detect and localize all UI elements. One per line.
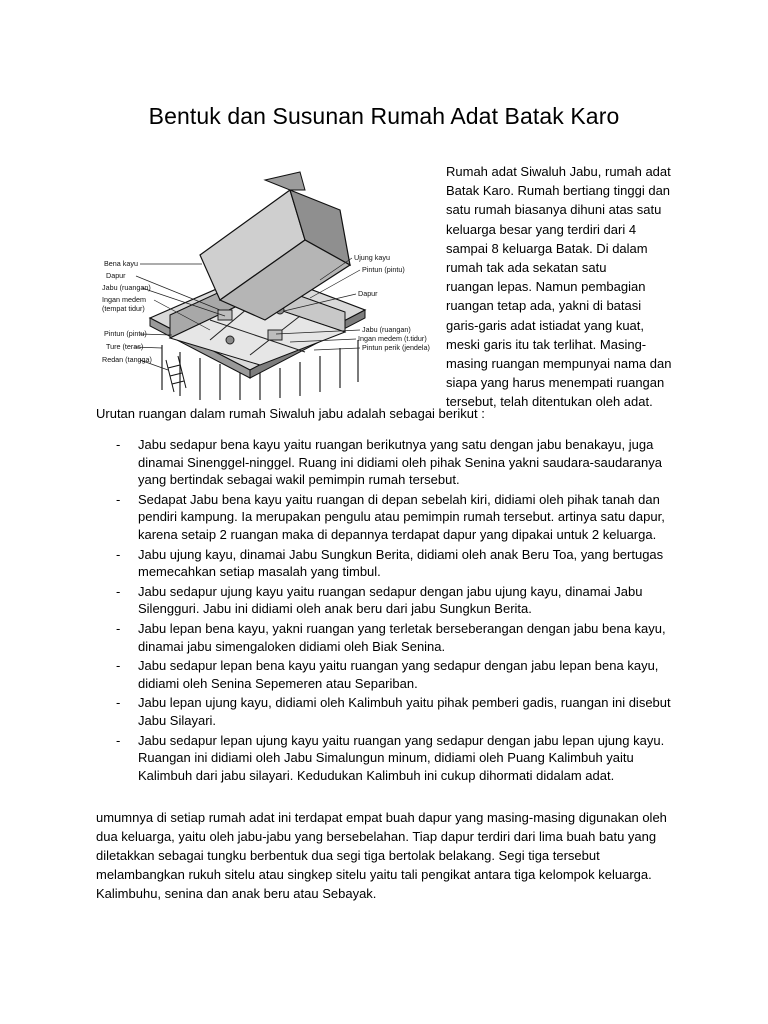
list-item-line: pendiri kampung. Ia merupakan pengulu atau pemimpin rumah tersebut. artinya satu dapur, <box>138 509 665 525</box>
list-item-line: Jabu Silayari. <box>138 712 217 728</box>
list-item-line: didiami oleh Senina Sepemeren atau Separiban. <box>138 675 418 691</box>
intro-line: meski garis itu tak terlihat. Masing- <box>446 336 647 352</box>
diagram-label-ingan-medem-left: Ingan medem <box>102 295 146 304</box>
diagram-label-redan: Redan (tangga) <box>102 355 152 364</box>
intro-line: tersebut, telah ditentukan oleh adat. <box>446 394 653 410</box>
list-bullet: - <box>116 658 121 674</box>
intro-line: Batak Karo. Rumah bertiang tinggi dan <box>446 183 671 199</box>
closing-line: melambangkan rukuh sitelu atau singkep sitelu yaitu tali pengikat antara tiga kelompok keluarga. <box>96 867 652 882</box>
list-item-line: Jabu sedapur bena kayu yaitu ruangan berikutnya yang satu dengan jabu benakayu, juga <box>138 437 654 452</box>
intro-paragraph <box>446 162 696 412</box>
diagram-label-ingan-medem-right: Ingan medem (t.tidur) <box>358 334 427 343</box>
list-item-line: Jabu lepan bena kayu, yakni ruangan yang terletak berseberangan dengan jabu bena kayu, <box>138 620 666 636</box>
intro-line: ruangan lepas. Namun pembagian <box>446 279 646 295</box>
list-item-line: Jabu ujung kayu, dinamai Jabu Sungkun Berita, didiami oleh anak Beru Toa, yang bertugas <box>138 546 664 562</box>
diagram-label-bena-kayu: Bena kayu <box>104 259 138 268</box>
list-item-line: Jabu sedapur lepan ujung kayu yaitu ruangan yang sedapur dengan jabu lepan ujung kayu. <box>138 732 665 748</box>
list-item-line: dinamai Sinenggel-ninggel. Ruang ini didiami oleh pihak Senina yakni saudara-saudaranya <box>138 454 662 470</box>
diagram-label-dapur-right: Dapur <box>358 289 378 298</box>
list-item-line: Silengguri. Jabu ini didiami oleh anak beru dari jabu Sungkun Berita. <box>138 601 532 617</box>
list-item-line: Kalimbuh dari jabu silayari. Kedudukan Kalimbuh ini cukup dihormati didalam adat. <box>138 767 615 783</box>
room-order-list <box>96 436 696 786</box>
diagram-label-jabu-right: Jabu (ruangan) <box>362 325 411 334</box>
diagram-label-ture: Ture (teras) <box>106 342 144 351</box>
intro-line: rumah tak ada sekatan satu <box>446 260 607 276</box>
list-item-line: Jabu sedapur ujung kayu yaitu ruangan sedapur dengan jabu ujung kayu, dinamai Jabu <box>138 583 643 599</box>
intro-line: keluarga besar yang terdiri dari 4 <box>446 221 637 237</box>
intro-line: satu rumah biasanya dihuni atas satu <box>446 202 662 218</box>
list-item-line: Sedapat Jabu bena kayu yaitu ruangan di depan sebelah kiri, didiami oleh pihak tanah dan <box>138 491 660 507</box>
list-item-line: karena setaip 2 ruangan maka di depannya terdapat dapur yang dipakai untuk 2 keluarga. <box>138 526 657 542</box>
closing-line: umumnya di setiap rumah adat ini terdapat empat buah dapur yang masing-masing digunakan oleh <box>96 810 667 825</box>
intro-line: siapa yang harus menempati ruangan <box>446 375 665 391</box>
diagram-label-pintun-right: Pintun (pintu) <box>362 265 405 274</box>
closing-paragraph <box>96 808 696 903</box>
list-item-line: Jabu sedapur lepan bena kayu yaitu ruangan yang sedapur dengan jabu lepan bena kayu, <box>138 658 659 674</box>
list-item <box>96 694 696 729</box>
diagram-label-ujung-kayu: Ujung kayu <box>354 253 390 262</box>
list-item-line: yang bertindak sebagai wakil pemimpin rumah tersebut. <box>138 472 460 488</box>
list-item <box>96 436 696 489</box>
list-item-line: Jabu lepan ujung kayu, didiami oleh Kalimbuh yaitu pihak pemberi gadis, ruangan ini disebut <box>138 695 671 711</box>
intro-line: garis-garis adat istiadat yang kuat, <box>446 317 644 333</box>
list-item <box>96 491 696 544</box>
intro-line: ruangan tetap ada, yakni di batasi <box>446 298 642 314</box>
closing-line: diletakkan sebagai tungku berbentuk dua segi tiga bertolak belakang. Segi tiga tersebut <box>96 848 600 863</box>
intro-line: Rumah adat Siwaluh Jabu, rumah adat <box>446 164 671 179</box>
closing-line: dua keluarga, yaitu oleh jabu-jabu yang bersebelahan. Tiap dapur terdiri dari lima buah batu yang <box>96 829 657 844</box>
diagram-label-tempat-tidur-left: (tempat tidur) <box>102 304 145 313</box>
list-item <box>96 732 696 785</box>
list-bullet: - <box>116 491 121 507</box>
closing-line: Kalimbuhu, senina dan anak beru atau Sebayak. <box>96 886 377 901</box>
list-item-line: dinamai jabu simengaloken didiami oleh Biak Senina. <box>138 638 446 654</box>
list-item <box>96 620 696 655</box>
list-item-line: Ruangan ini didiami oleh Jabu Simalungun minum, didiami oleh Puang Kalimbuh yaitu <box>138 750 634 766</box>
list-bullet: - <box>116 695 121 711</box>
page-title: Bentuk dan Susunan Rumah Adat Batak Karo <box>148 103 620 130</box>
list-bullet: - <box>116 546 121 562</box>
list-bullet: - <box>116 732 121 748</box>
list-item <box>96 583 696 618</box>
list-bullet: - <box>116 437 121 452</box>
list-item <box>96 546 696 581</box>
diagram-label-pintun-left: Pintun (pintu) <box>104 329 147 338</box>
list-lead-sentence: Urutan ruangan dalam rumah Siwaluh jabu adalah sebagai berikut : <box>96 406 485 421</box>
diagram-label-pintun-perik: Pintun perik (jendela) <box>362 343 430 352</box>
list-item-line: memecahkan setiap masalah yang timbul. <box>138 564 381 580</box>
list-bullet: - <box>116 583 121 599</box>
house-diagram <box>100 170 440 402</box>
list-item <box>96 657 696 692</box>
house-illustration <box>100 170 440 402</box>
intro-line: masing ruangan mempunyai nama dan <box>446 356 672 372</box>
diagram-label-dapur-left: Dapur <box>106 271 126 280</box>
list-bullet: - <box>116 620 121 636</box>
intro-line: sampai 8 keluarga Batak. Di dalam <box>446 240 648 256</box>
diagram-label-jabu-left: Jabu (ruangan) <box>102 283 151 292</box>
